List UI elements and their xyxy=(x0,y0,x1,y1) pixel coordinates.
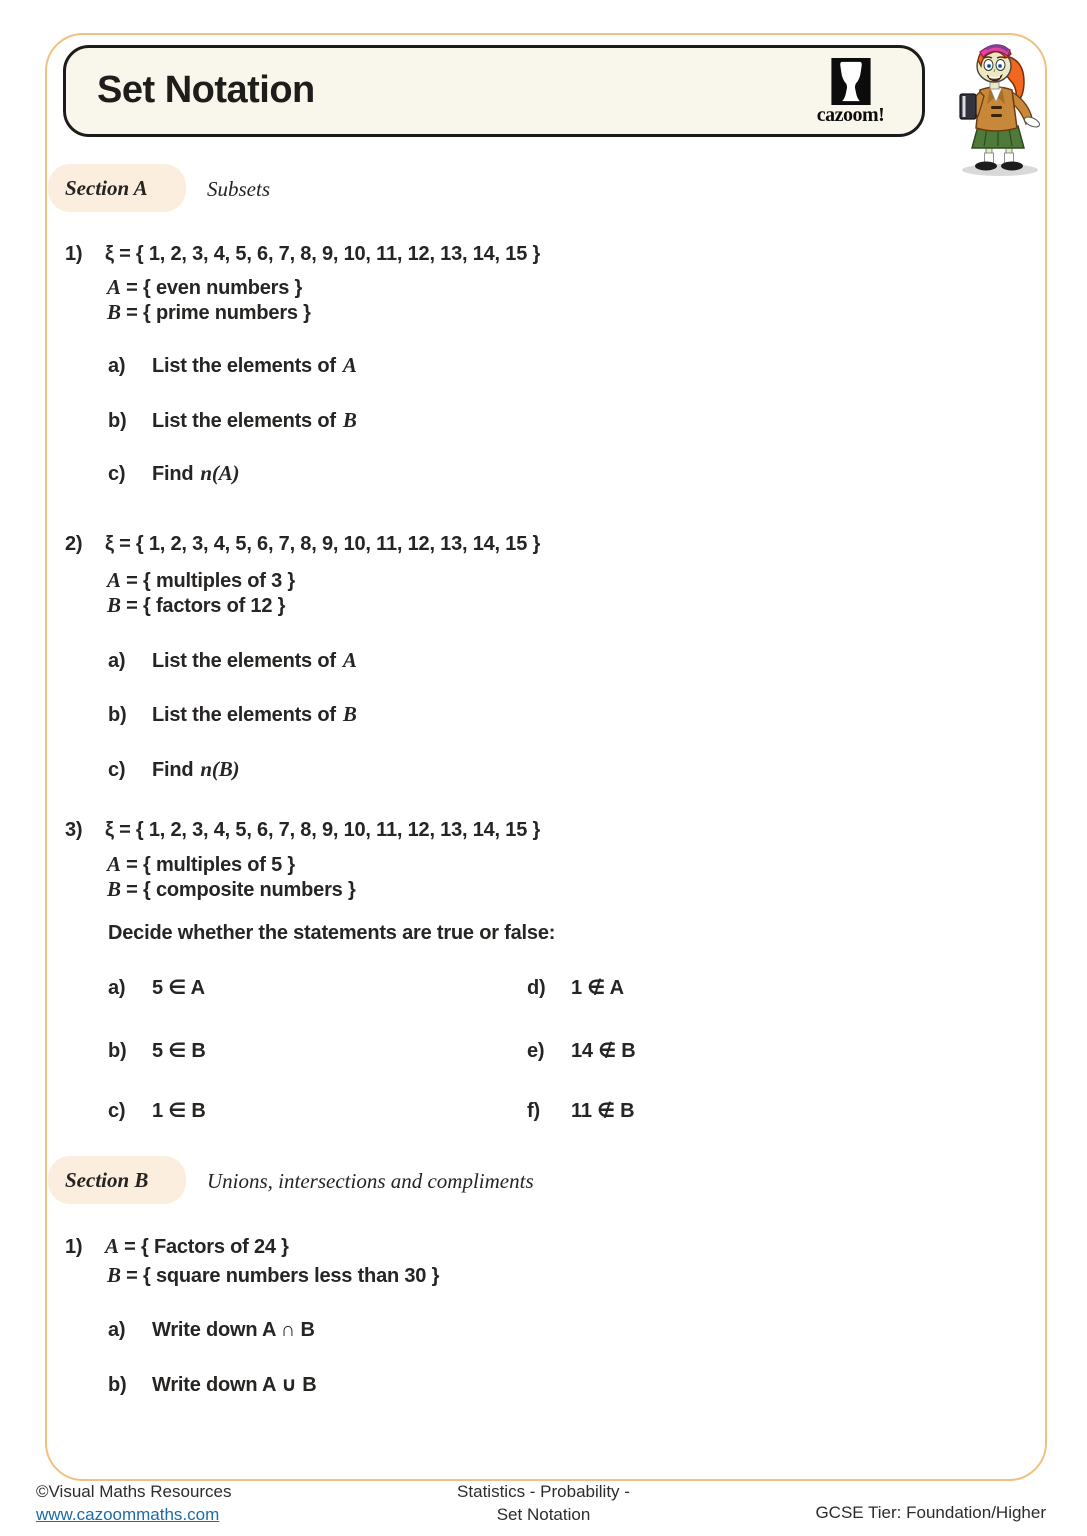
qa1-part-c: c) Find n(A) xyxy=(108,460,239,488)
qa3-set-b-definition: B = { composite numbers } xyxy=(107,877,356,901)
qa3-universal-set: 3) ξ = { 1, 2, 3, 4, 5, 6, 7, 8, 9, 10, 11, 12, 13, 14, 15 } xyxy=(65,817,540,844)
section-b-label: Section B xyxy=(65,1167,149,1192)
qa3-statement-a: a) 5 ∈ A xyxy=(108,975,205,1002)
page-title: Set Notation xyxy=(97,69,315,111)
part-label: c) xyxy=(108,1100,126,1122)
part-label: a) xyxy=(108,650,126,672)
qa2-part-b: b) List the elements of B xyxy=(108,701,357,729)
part-label: f) xyxy=(527,1100,540,1122)
section-b-pill xyxy=(48,1156,186,1204)
set-b-symbol: B xyxy=(107,1263,121,1287)
qb1-set-b-definition: B = { square numbers less than 30 } xyxy=(107,1263,440,1287)
part-label: b) xyxy=(108,1374,127,1396)
question-number: 3) xyxy=(65,819,83,841)
set-b-symbol: B xyxy=(107,877,121,901)
set-b-symbol: B xyxy=(107,593,121,617)
set-b-symbol: B xyxy=(107,300,121,324)
set-a-symbol: A xyxy=(107,852,121,876)
qb1-part-a: a) Write down A ∩ B xyxy=(108,1317,315,1344)
part-label: c) xyxy=(108,759,126,781)
footer-topic-line2: Set Notation xyxy=(496,1505,591,1524)
set-a-symbol: A xyxy=(105,1234,119,1258)
qa2-universal-set: 2) ξ = { 1, 2, 3, 4, 5, 6, 7, 8, 9, 10, 11, 12, 13, 14, 15 } xyxy=(65,531,540,558)
copyright-text: ©Visual Maths Resources xyxy=(36,1482,232,1501)
footer-tier: GCSE Tier: Foundation/Higher xyxy=(815,1503,1046,1522)
qa1-part-b: b) List the elements of B xyxy=(108,407,357,435)
set-a-symbol: A xyxy=(107,568,121,592)
cazoom-logo xyxy=(798,58,903,127)
part-label: e) xyxy=(527,1040,545,1062)
qa3-statement-d: d) 1 ∉ A xyxy=(527,975,624,1002)
qa2-set-a-definition: A = { multiples of 3 } xyxy=(107,568,295,592)
qa1-part-a: a) List the elements of A xyxy=(108,352,357,380)
qa3-instruction: Decide whether the statements are true or false: xyxy=(108,922,556,944)
qb1-set-a-definition: 1) A = { Factors of 24 } xyxy=(65,1233,289,1261)
question-number: 1) xyxy=(65,243,83,265)
qa2-part-c: c) Find n(B) xyxy=(108,756,239,784)
qa3-statement-e: e) 14 ∉ B xyxy=(527,1038,636,1065)
section-b-subtitle: Unions, intersections and compliments xyxy=(207,1169,534,1193)
question-number: 2) xyxy=(65,533,83,555)
part-label: c) xyxy=(108,463,126,485)
qa3-set-a-definition: A = { multiples of 5 } xyxy=(107,852,295,876)
xi-symbol: ξ xyxy=(105,243,114,265)
part-label: b) xyxy=(108,1040,127,1062)
qa3-statement-b: b) 5 ∈ B xyxy=(108,1038,206,1065)
qa1-set-a-definition: A = { even numbers } xyxy=(107,275,303,299)
xi-symbol: ξ xyxy=(105,533,114,555)
part-label: b) xyxy=(108,704,127,726)
cazoom-girl-illustration xyxy=(944,40,1062,180)
section-a-label: Section A xyxy=(65,175,148,200)
xi-symbol: ξ xyxy=(105,819,114,841)
cazoom-drum-icon xyxy=(831,58,871,105)
part-label: d) xyxy=(527,977,546,999)
part-label: a) xyxy=(108,1319,126,1341)
question-number: 1) xyxy=(65,1236,83,1258)
section-a-subtitle: Subsets xyxy=(207,177,270,201)
set-a-symbol: A xyxy=(107,275,121,299)
footer-topic-line1: Statistics - Probability - xyxy=(457,1482,630,1501)
part-label: a) xyxy=(108,355,126,377)
part-label: b) xyxy=(108,410,127,432)
section-a-pill xyxy=(48,164,186,212)
qb1-part-b: b) Write down A ∪ B xyxy=(108,1372,317,1399)
qa2-set-b-definition: B = { factors of 12 } xyxy=(107,593,286,617)
qa2-part-a: a) List the elements of A xyxy=(108,647,357,675)
worksheet-title-box xyxy=(63,45,925,137)
qa1-set-b-definition: B = { prime numbers } xyxy=(107,300,311,324)
qa3-statement-f: f) 11 ∉ B xyxy=(527,1098,634,1125)
part-label: a) xyxy=(108,977,126,999)
qa1-universal-set: 1) ξ = { 1, 2, 3, 4, 5, 6, 7, 8, 9, 10, 11, 12, 13, 14, 15 } xyxy=(65,241,540,268)
cazoom-logo-text: cazoom! xyxy=(816,104,885,126)
cazoom-website-link[interactable]: www.cazoommaths.com xyxy=(36,1505,220,1524)
qa3-statement-c: c) 1 ∈ B xyxy=(108,1098,206,1125)
